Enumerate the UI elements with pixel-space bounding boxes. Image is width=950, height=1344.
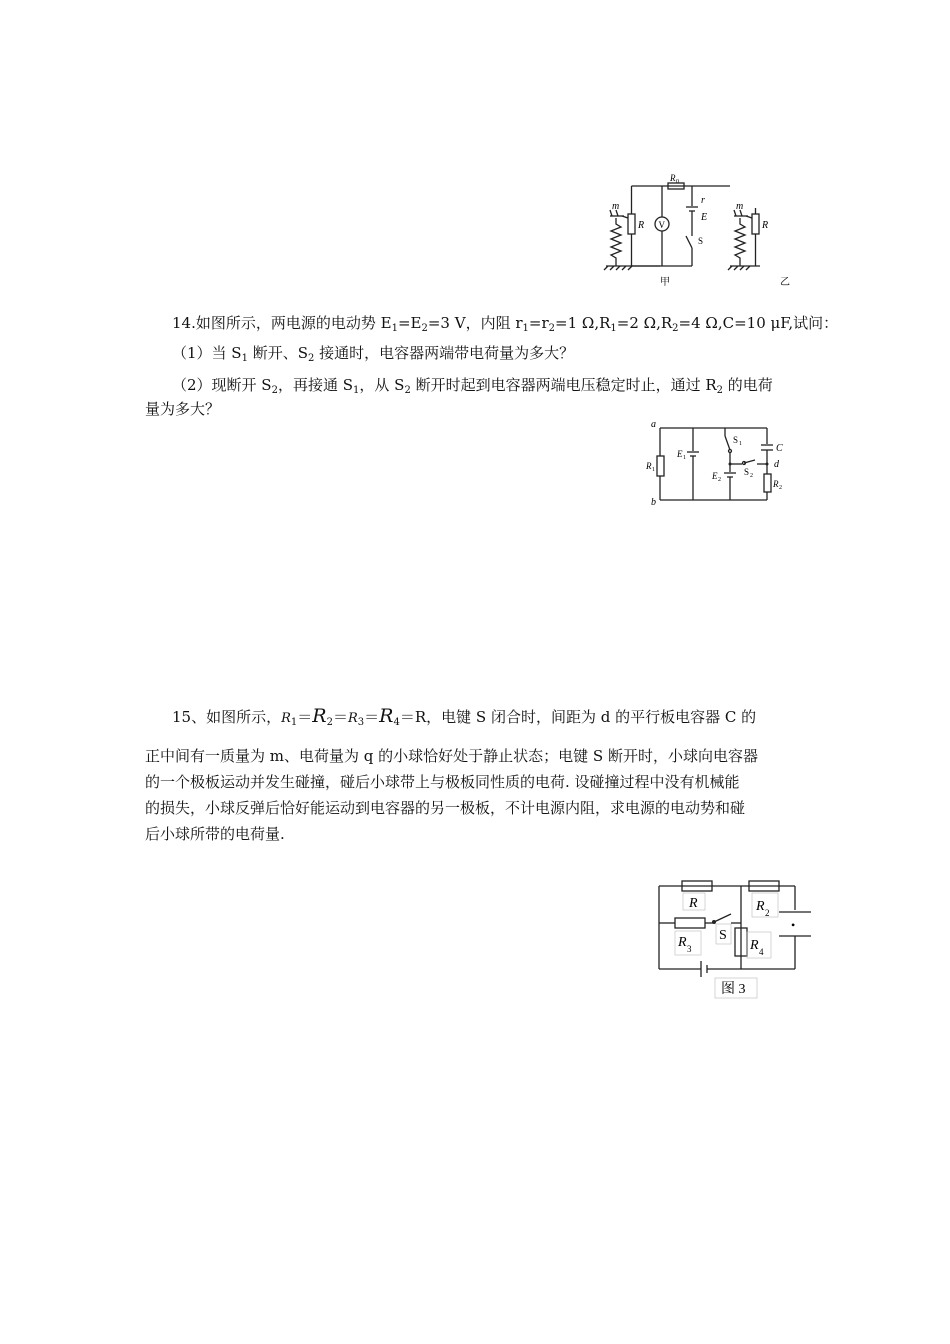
- label-R3: R: [678, 935, 687, 950]
- sub: 2: [404, 385, 411, 396]
- label-R2-sub: 2: [765, 908, 770, 918]
- label-a: a: [651, 419, 656, 430]
- label-E1: E: [677, 449, 683, 459]
- sub: 2: [421, 323, 428, 334]
- q14-text: （2）现断开 S: [172, 376, 272, 394]
- label-R2: R: [756, 899, 765, 914]
- sub: 2: [308, 353, 315, 364]
- label-E2: E: [712, 471, 718, 481]
- label-R0-sub: 0: [676, 179, 679, 185]
- eq-R4: R: [379, 705, 394, 727]
- sub: 2: [271, 385, 278, 396]
- q14-line3: [172, 375, 773, 396]
- label-m2: m: [736, 201, 744, 212]
- q14-text: =1 Ω,R: [555, 314, 611, 332]
- label-R0: R: [670, 173, 676, 183]
- q15-text: 15、如图所示，: [172, 708, 282, 726]
- q14-text: 的电荷: [723, 376, 773, 394]
- label-V: V: [658, 220, 665, 230]
- label-R1-sub: 1: [652, 467, 655, 473]
- eq-R2: R: [312, 705, 327, 727]
- q14-text: =2 Ω,R: [616, 314, 673, 332]
- label-b: b: [651, 497, 656, 508]
- circuit-jia: [604, 183, 730, 270]
- label-m: m: [612, 201, 620, 212]
- q14-text: 14.如图所示，两电源的电动势 E: [172, 314, 392, 332]
- q14-line2: [172, 343, 574, 364]
- sub: 1: [391, 323, 398, 334]
- label-R: R: [638, 220, 645, 231]
- q14-text: =4 Ω,C=10 μF,试问：: [678, 314, 839, 332]
- sub: 4: [393, 717, 400, 728]
- q14-text: （1）当 S: [172, 344, 242, 362]
- q15-text: ＝R，电键 S 闭合时，间距为 d 的平行板电容器 C 的: [399, 708, 757, 726]
- label-S1-sub: 1: [739, 441, 742, 447]
- eq-sign: ＝: [364, 708, 380, 726]
- q15-line4: 的损失，小球反弹后恰好能运动到电容器的另一极板，不计电源内阻，求电源的电动势和碰: [145, 799, 746, 817]
- label-R4: R: [750, 938, 759, 953]
- charged-ball: •: [791, 918, 796, 932]
- label-R: R: [689, 896, 698, 911]
- sub: 1: [353, 385, 360, 396]
- label-d: d: [774, 459, 779, 470]
- eq-sign: ＝: [332, 708, 348, 726]
- label-E2-sub: 2: [718, 477, 721, 483]
- q14-text: 接通时，电容器两端带电荷量为多大？: [314, 344, 575, 362]
- sub: 2: [326, 717, 333, 728]
- eq-R1: R: [281, 711, 291, 726]
- figure-top-circuits: [600, 170, 800, 290]
- q14-text: 断开时起到电容器两端电压稳定时止，通过 R: [410, 376, 717, 394]
- label-S1: S: [733, 435, 739, 445]
- label-S2: S: [744, 467, 750, 477]
- sub: 1: [290, 717, 298, 728]
- sub: 1: [610, 323, 617, 334]
- q15-line3: 的一个极板运动并发生碰撞，碰后小球带上与极板同性质的电荷. 设碰撞过程中没有机械能: [145, 773, 740, 791]
- q15-line1: [172, 706, 756, 729]
- sub: 2: [716, 385, 724, 396]
- label-yi: 乙: [780, 277, 790, 288]
- circuit-yi: [728, 208, 760, 270]
- sub: 2: [672, 323, 679, 334]
- q15-line2: 正中间有一质量为 m、电荷量为 q 的小球恰好处于静止状态；电键 S 断开时，小球向电容器: [145, 747, 758, 765]
- q14-text: ，再接通 S: [277, 376, 354, 394]
- label-R3-sub: 3: [687, 944, 692, 954]
- q14-text: =3 V，内阻 r: [427, 314, 523, 332]
- eq-R3: R: [347, 711, 358, 726]
- figure-caption: 图 3: [721, 982, 746, 997]
- figure-q15-circuit: [655, 872, 815, 1000]
- sub: 2: [548, 323, 556, 334]
- label-S: S: [719, 928, 727, 943]
- eq-sign: ＝: [297, 708, 313, 726]
- label-C: C: [776, 443, 783, 454]
- label-E1-sub: 1: [683, 455, 686, 461]
- q15-line5: 后小球所带的电荷量.: [145, 825, 285, 843]
- label-S2-sub: 2: [750, 473, 753, 479]
- q14-line1: [172, 313, 838, 334]
- label-R1: R: [646, 461, 652, 471]
- q14-text: ，从 S: [359, 376, 405, 394]
- q14-line4: 量为多大？: [145, 400, 221, 418]
- label-R2: R: [773, 479, 779, 489]
- figure-q14-circuit: [645, 418, 795, 510]
- sub: 3: [357, 717, 365, 728]
- label-jia: 甲: [660, 277, 670, 288]
- label-S: S: [698, 236, 704, 246]
- label-R2-sub: 2: [779, 485, 782, 491]
- label-R2: R: [762, 220, 769, 231]
- sub: 1: [241, 353, 248, 364]
- q14-text: =E: [397, 314, 422, 332]
- label-R4-sub: 4: [759, 947, 764, 957]
- sub: 1: [522, 323, 529, 334]
- label-r: r: [701, 195, 705, 206]
- label-E: E: [701, 212, 708, 223]
- q14-text: 断开、S: [247, 344, 309, 362]
- q14-text: =r: [528, 314, 549, 332]
